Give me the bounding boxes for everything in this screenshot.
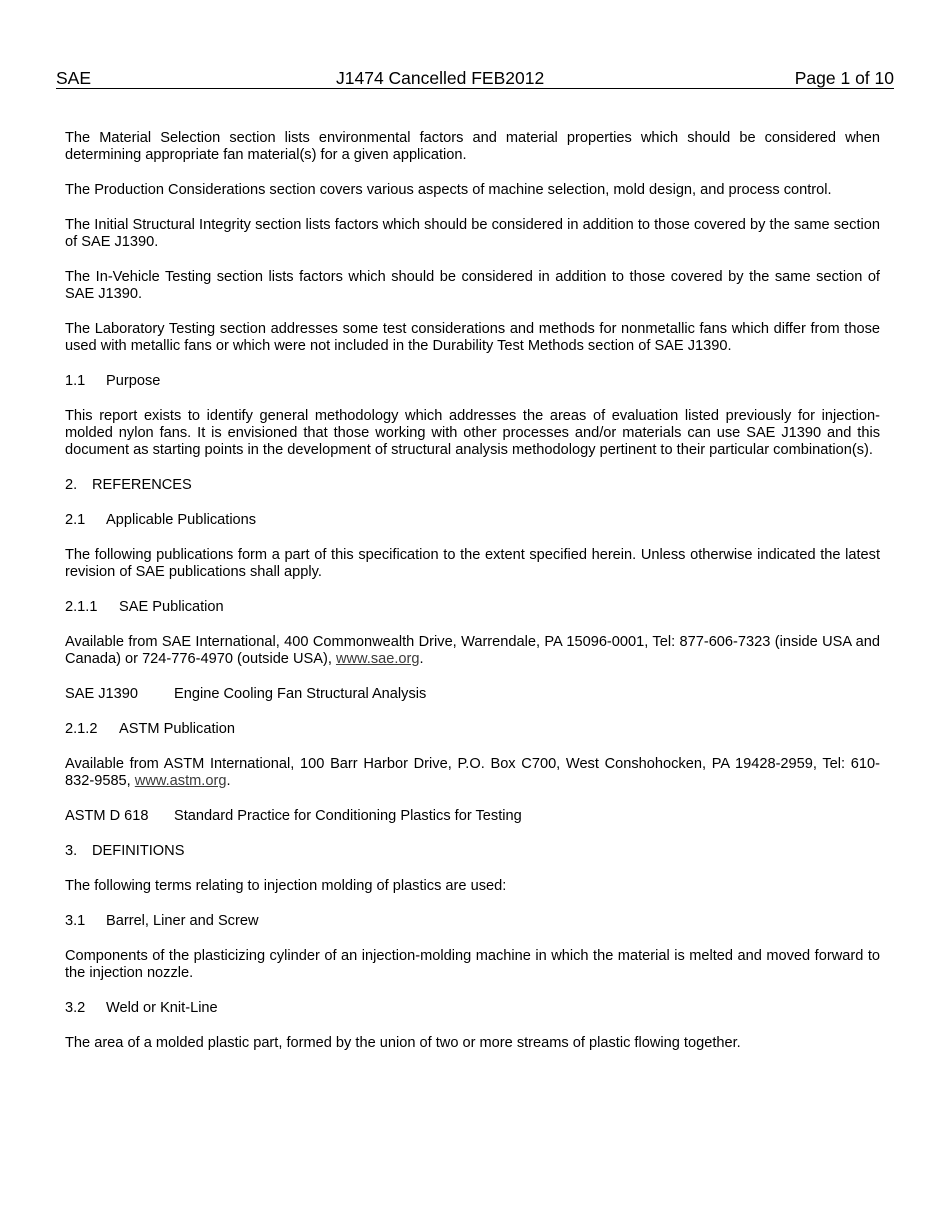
section-heading-2-1-1 — [65, 599, 880, 616]
section-title: ASTM Publication — [119, 721, 235, 737]
section-heading-1-1 — [65, 373, 880, 390]
section-heading-2 — [65, 477, 880, 494]
paragraph-astm-availability — [65, 756, 880, 790]
section-number: 3. — [65, 843, 78, 859]
section-number: 2. — [65, 477, 78, 493]
section-heading-2-1 — [65, 512, 880, 529]
paragraph-definitions-intro: The following terms relating to injection molding of plastics are used: — [65, 878, 507, 894]
paragraph-in-vehicle: The In-Vehicle Testing section lists factors which should be considered in addition to those covered by the same section of SAE J1390. — [65, 269, 880, 302]
period: . — [419, 651, 424, 667]
paragraph-production: The Production Considerations section covers various aspects of machine selection, mold design, and process control. — [65, 182, 832, 198]
header-document-id: J1474 Cancelled FEB2012 — [336, 68, 545, 88]
paragraph-purpose: This report exists to identify general methodology which addresses the areas of evaluation listed previously for injection-molded nylon fans. It is envisioned that those working with other processes and/or materials can use SAE J1390 and this document as starting points in the development of structural analysis methodology pertinent to their particular combination(s). — [65, 408, 880, 458]
section-number: 3.1 — [65, 913, 86, 929]
section-heading-3-1 — [65, 913, 880, 930]
paragraph-material-selection: The Material Selection section lists environmental factors and material properties which should be considered when determining appropriate fan material(s) for a given application. — [65, 130, 880, 163]
reference-sae-j1390 — [65, 686, 880, 703]
section-title: DEFINITIONS — [92, 843, 185, 859]
header-org: SAE — [56, 68, 92, 88]
section-number: 2.1.1 — [65, 599, 98, 615]
paragraph-weld-knit-line: The area of a molded plastic part, formed by the union of two or more streams of plastic flowing together. — [65, 1035, 741, 1051]
page-header — [56, 68, 894, 89]
section-number: 2.1.2 — [65, 721, 98, 737]
paragraph-sae-availability — [65, 634, 880, 668]
section-title: SAE Publication — [119, 599, 224, 615]
section-title: REFERENCES — [92, 477, 192, 493]
section-title: Weld or Knit-Line — [106, 1000, 218, 1016]
section-heading-3 — [65, 843, 880, 860]
section-number: 2.1 — [65, 512, 86, 528]
header-page-number: Page 1 of 10 — [794, 68, 894, 88]
section-title: Applicable Publications — [106, 512, 257, 528]
section-heading-3-2 — [65, 1000, 880, 1017]
document-body — [65, 130, 880, 1070]
reference-title: Engine Cooling Fan Structural Analysis — [174, 686, 427, 702]
paragraph-applicable-publications: The following publications form a part of this specification to the extent specified herein. Unless otherwise indicated the latest revision of SAE publications shall apply. — [65, 547, 880, 580]
period: . — [226, 773, 231, 789]
sae-availability-text: Available from SAE International, 400 Commonwealth Drive, Warrendale, PA 15096-0001, Tel: 877-606-7323 (inside USA and Canada) or 724-776-4970 (outside USA), — [65, 634, 880, 667]
paragraph-initial-integrity: The Initial Structural Integrity section lists factors which should be considered in addition to those covered by the same section of SAE J1390. — [65, 217, 880, 250]
astm-availability-text: Available from ASTM International, 100 Barr Harbor Drive, P.O. Box C700, West Conshohocken, PA 19428-2959, Tel: 610-832-9585, — [65, 756, 880, 789]
section-title: Purpose — [106, 373, 161, 389]
sae-website-link[interactable]: www.sae.org — [335, 651, 420, 667]
section-number: 1.1 — [65, 373, 86, 389]
paragraph-barrel-liner-screw: Components of the plasticizing cylinder of an injection-molding machine in which the material is melted and moved forward to the injection nozzle. — [65, 948, 880, 981]
reference-code: SAE J1390 — [65, 686, 139, 702]
section-heading-2-1-2 — [65, 721, 880, 738]
reference-astm-d618 — [65, 808, 880, 825]
astm-website-link[interactable]: www.astm.org — [134, 773, 227, 789]
section-title: Barrel, Liner and Screw — [106, 913, 259, 929]
reference-code: ASTM D 618 — [65, 808, 149, 824]
section-number: 3.2 — [65, 1000, 86, 1016]
paragraph-laboratory: The Laboratory Testing section addresses some test considerations and methods for nonmetallic fans which differ from those used with metallic fans or which were not included in the Durability Test Methods section of SAE J1390. — [65, 321, 880, 354]
reference-title: Standard Practice for Conditioning Plastics for Testing — [174, 808, 522, 824]
